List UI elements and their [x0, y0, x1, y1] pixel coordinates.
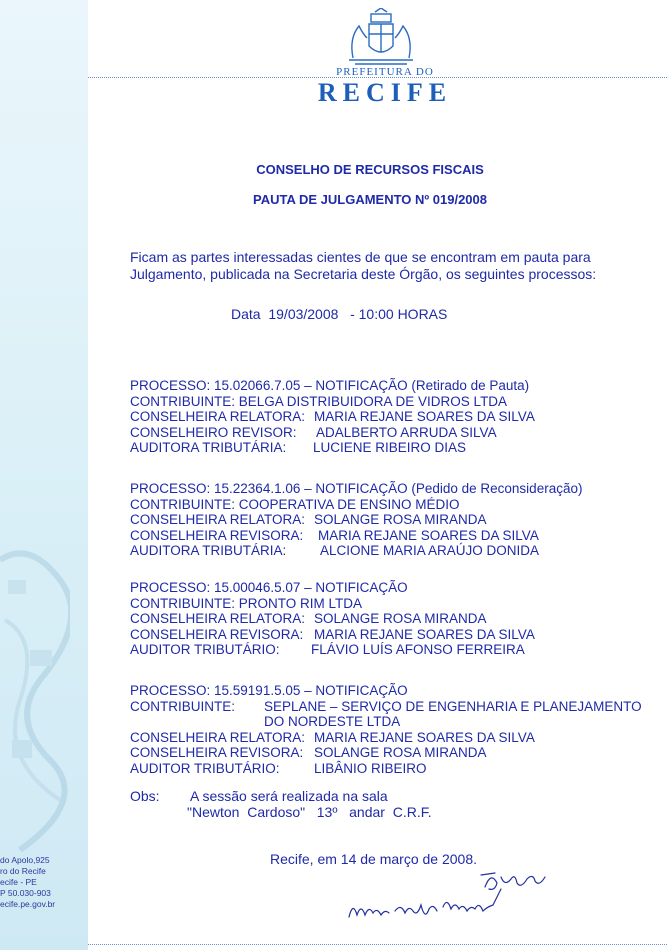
auditor-label: AUDITORA TRIBUTÁRIA: [130, 543, 287, 558]
auditor-name: LUCIENE RIBEIRO DIAS [313, 440, 467, 455]
session-date: Data 19/03/2008 - 10:00 HORAS [231, 306, 448, 322]
auditor-label: AUDITOR TRIBUTÁRIO: [130, 642, 280, 657]
auditor-name: LIBÂNIO RIBEIRO [314, 760, 427, 776]
address-line: do Apolo,925 [0, 855, 50, 865]
reviewer-name: MARIA REJANE SOARES DA SILVA [314, 626, 535, 642]
rapporteur-label: CONSELHEIRA RELATORA: [130, 409, 306, 424]
council-title: CONSELHO DE RECURSOS FISCAIS [256, 162, 484, 177]
agenda-title: PAUTA DE JULGAMENTO Nº 019/2008 [253, 192, 487, 207]
rapporteur-name: MARIA REJANE SOARES DA SILVA [314, 409, 535, 424]
process-number: PROCESSO: 15.22364.1.06 – NOTIFICAÇÃO (Pedido de Reconsideração) [130, 481, 583, 496]
rapporteur-label: CONSELHEIRA RELATORA: [130, 512, 306, 527]
reviewer-label: CONSELHEIRO REVISOR: [130, 424, 297, 440]
rapporteur-name: SOLANGE ROSA MIRANDA [314, 611, 487, 626]
rapporteur-label: CONSELHEIRA RELATORA: [130, 611, 306, 626]
footer-divider [88, 944, 667, 945]
process-number: PROCESSO: 15.59191.5.05 – NOTIFICAÇÃO [130, 683, 408, 698]
reviewer-label: CONSELHEIRA REVISORA: [130, 527, 304, 543]
taxpayer: CONTRIBUINTE: BELGA DISTRIBUIDORA DE VIDROS LTDA [130, 393, 508, 409]
process-number: PROCESSO: 15.02066.7.05 – NOTIFICAÇÃO (Retirado de Pauta) [130, 378, 530, 393]
city-map-watermark [0, 520, 70, 860]
handwritten-signature [345, 865, 555, 925]
address-line: ro do Recife [0, 866, 46, 876]
org-line: PREFEITURA DO [336, 66, 434, 78]
reviewer-name: MARIA REJANE SOARES DA SILVA [318, 527, 539, 543]
rapporteur-name: SOLANGE ROSA MIRANDA [314, 512, 487, 527]
rapporteur-label: CONSELHEIRA RELATORA: [130, 729, 306, 745]
reviewer-label: CONSELHEIRA REVISORA: [130, 626, 304, 642]
reviewer-name: ADALBERTO ARRUDA SILVA [316, 424, 497, 440]
auditor-name: FLÁVIO LUÍS AFONSO FERREIRA [311, 642, 525, 657]
auditor-name: ALCIONE MARIA ARAÚJO DONIDA [320, 543, 540, 558]
coat-of-arms-icon [345, 8, 417, 68]
obs-line: A sessão será realizada na sala [190, 788, 388, 804]
auditor-label: AUDITOR TRIBUTÁRIO: [130, 760, 280, 776]
taxpayer: CONTRIBUINTE: COOPERATIVA DE ENSINO MÉDIO [130, 496, 460, 512]
intro-paragraph [130, 249, 600, 283]
taxpayer-name: SEPLANE – SERVIÇO DE ENGENHARIA E PLANEJAMENTO [264, 698, 642, 714]
address-line: P 50.030-903 [0, 888, 51, 898]
city-wordmark: RECIFE [317, 78, 453, 107]
intro-line: Julgamento, publicada na Secretaria deste Órgão, os seguintes processos: [130, 266, 597, 282]
intro-line: Ficam as partes interessadas cientes de que se encontram em pauta para [130, 249, 591, 265]
place-and-date: Recife, em 14 de março de 2008. [270, 851, 478, 867]
reviewer-name: SOLANGE ROSA MIRANDA [314, 745, 487, 760]
process-number: PROCESSO: 15.00046.5.07 – NOTIFICAÇÃO [130, 580, 408, 595]
taxpayer-name-continued: DO NORDESTE LTDA [264, 714, 401, 729]
header-divider [88, 77, 667, 78]
reviewer-label: CONSELHEIRA REVISORA: [130, 745, 304, 760]
left-decorative-band [0, 0, 88, 950]
taxpayer: CONTRIBUINTE: PRONTO RIM LTDA [130, 595, 363, 611]
taxpayer-label: CONTRIBUINTE: [130, 698, 236, 714]
obs-label: Obs: [130, 788, 160, 804]
obs-line: "Newton Cardoso" 13º andar C.R.F. [187, 804, 432, 820]
address-block [0, 855, 80, 910]
address-line: ecife.pe.gov.br [0, 899, 56, 909]
rapporteur-name: MARIA REJANE SOARES DA SILVA [314, 729, 535, 745]
auditor-label: AUDITORA TRIBUTÁRIA: [130, 440, 287, 455]
address-line: ecife - PE [0, 877, 37, 887]
